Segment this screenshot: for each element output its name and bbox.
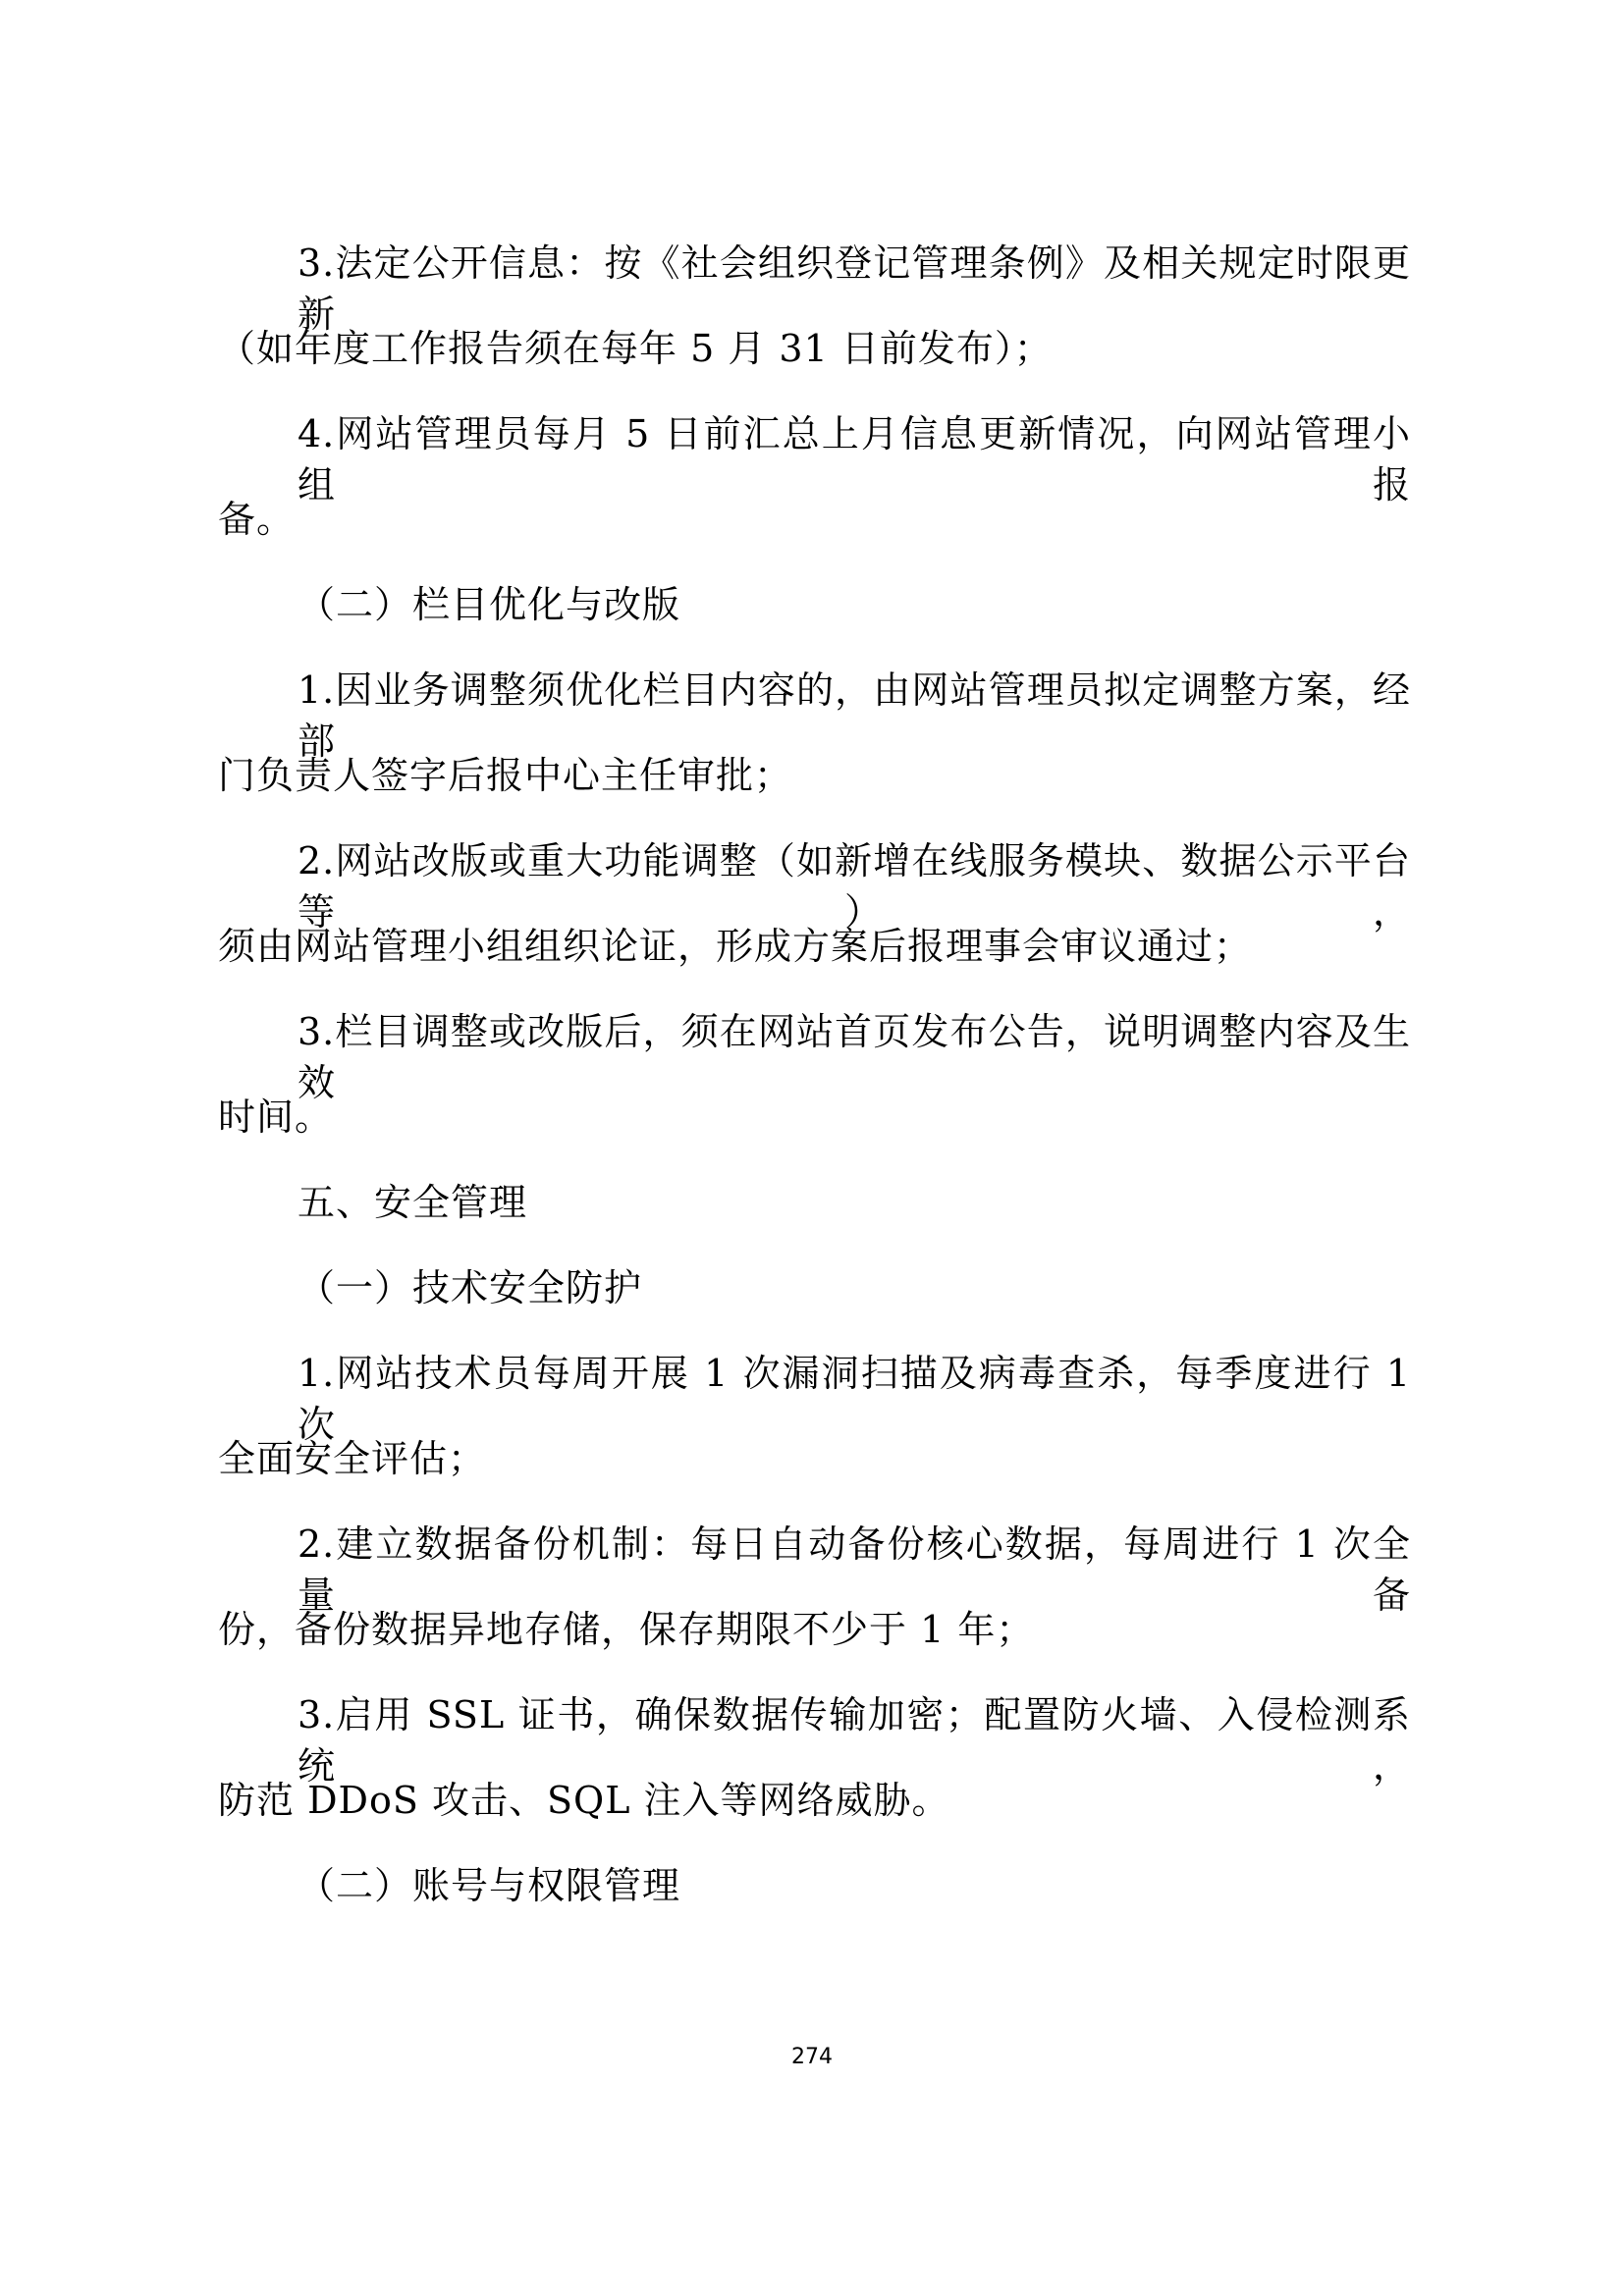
paragraph-line: 3.法定公开信息：按《社会组织登记管理条例》及相关规定时限更新 [298,241,1411,336]
paragraph-line: 备。 [218,498,296,541]
section-heading: （二）账号与权限管理 [298,1864,681,1907]
paragraph-line: 时间。 [218,1095,334,1139]
chapter-heading: 五、安全管理 [298,1181,528,1224]
paragraph-line: 4.网站管理员每月 5 日前汇总上月信息更新情况，向网站管理小组报 [298,412,1411,507]
paragraph-line: 3.启用 SSL 证书，确保数据传输加密；配置防火墙、入侵检测系统， [298,1693,1411,1788]
section-heading: （一）技术安全防护 [298,1266,643,1309]
paragraph-line: 2.网站改版或重大功能调整（如新增在线服务模块、数据公示平台等）， [298,839,1411,934]
page-number: 274 [791,2045,833,2069]
paragraph-line: 1.因业务调整须优化栏目内容的，由网站管理员拟定调整方案，经部 [298,668,1411,763]
paragraph-line: 份，备份数据异地存储，保存期限不少于 1 年； [218,1608,1035,1651]
paragraph-line: 防范 DDoS 攻击、SQL 注入等网络威胁。 [218,1779,950,1822]
paragraph-line: 门负责人签字后报中心主任审批； [218,754,793,797]
paragraph-line: 3.栏目调整或改版后，须在网站首页发布公告，说明调整内容及生效 [298,1010,1411,1104]
paragraph-line: 1.网站技术员每周开展 1 次漏洞扫描及病毒查杀，每季度进行 1 次 [298,1352,1411,1446]
paragraph-line: 全面安全评估； [218,1437,487,1480]
paragraph-line: （如年度工作报告须在每年 5 月 31 日前发布）； [218,327,1053,370]
paragraph-line: 须由网站管理小组组织论证，形成方案后报理事会审议通过； [218,925,1253,968]
paragraph-line: 2.建立数据备份机制：每日自动备份核心数据，每周进行 1 次全量备 [298,1522,1411,1617]
section-heading: （二）栏目优化与改版 [298,583,681,626]
